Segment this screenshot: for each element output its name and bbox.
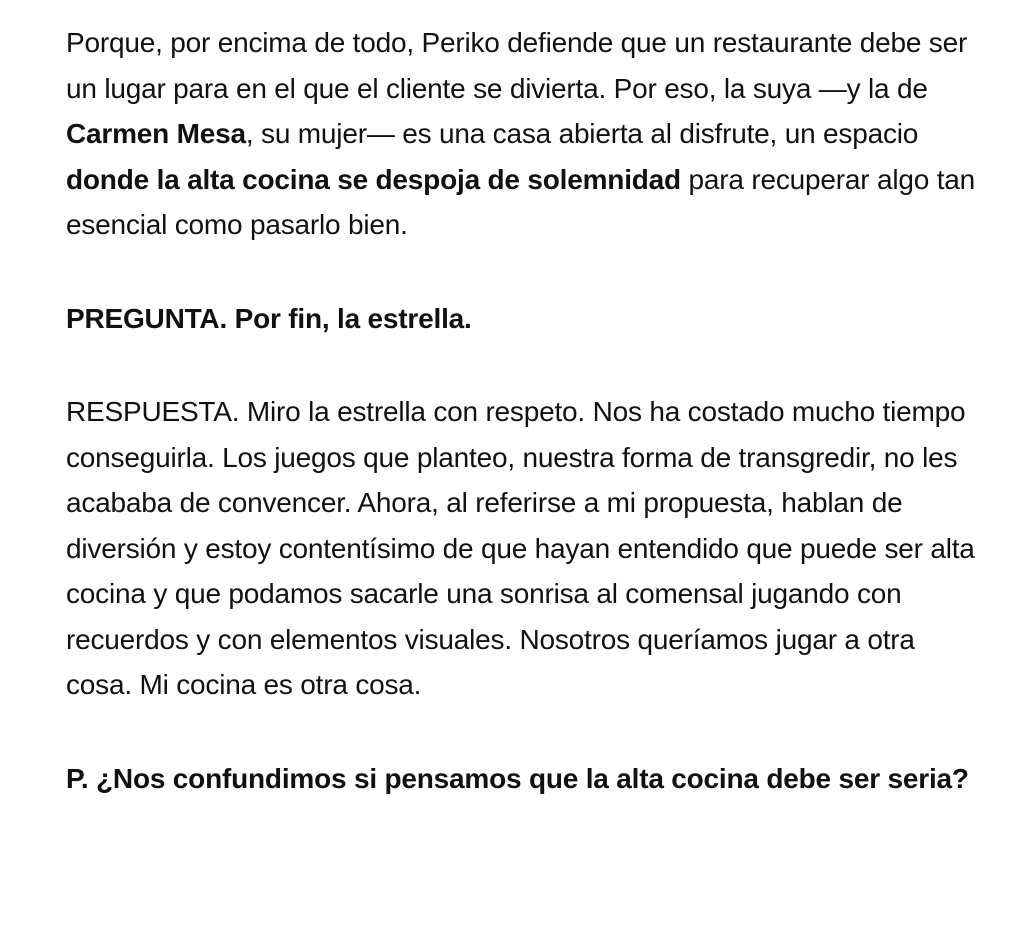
intro-bold-name: Carmen Mesa <box>66 118 246 149</box>
question-2: P. ¿Nos confundimos si pensamos que la alta cocina debe ser seria? <box>66 762 969 794</box>
intro-text-1: Porque, por encima de todo, Periko defiende que un restaurante debe ser un lugar para en el que el cliente se divierta. Por eso, la suya —y la de <box>66 27 968 104</box>
article-body <box>66 20 986 849</box>
intro-paragraph <box>66 20 986 248</box>
answer-1: RESPUESTA. Miro la estrella con respeto. Nos ha costado mucho tiempo conseguirla. Los juegos que planteo, nuestra forma de transgredir, no les acababa de convencer. Ahora, al referirse a mi propuesta, hablan de diversión y estoy contentísimo de que hayan entendido que puede ser alta cocina y que podamos sacarle una sonrisa al comensal jugando con recuerdos y con elementos visuales. Nosotros queríamos jugar a otra cosa. Mi cocina es otra cosa. <box>66 396 975 700</box>
question-1: PREGUNTA. Por fin, la estrella. <box>66 302 472 334</box>
intro-text-2: , su mujer— es una casa abierta al disfrute, un espacio <box>245 118 919 149</box>
intro-bold-phrase: donde la alta cocina se despoja de solemnidad <box>66 163 681 195</box>
intro-text-3: para recuperar algo tan esencial como pasarlo bien. <box>66 163 976 240</box>
